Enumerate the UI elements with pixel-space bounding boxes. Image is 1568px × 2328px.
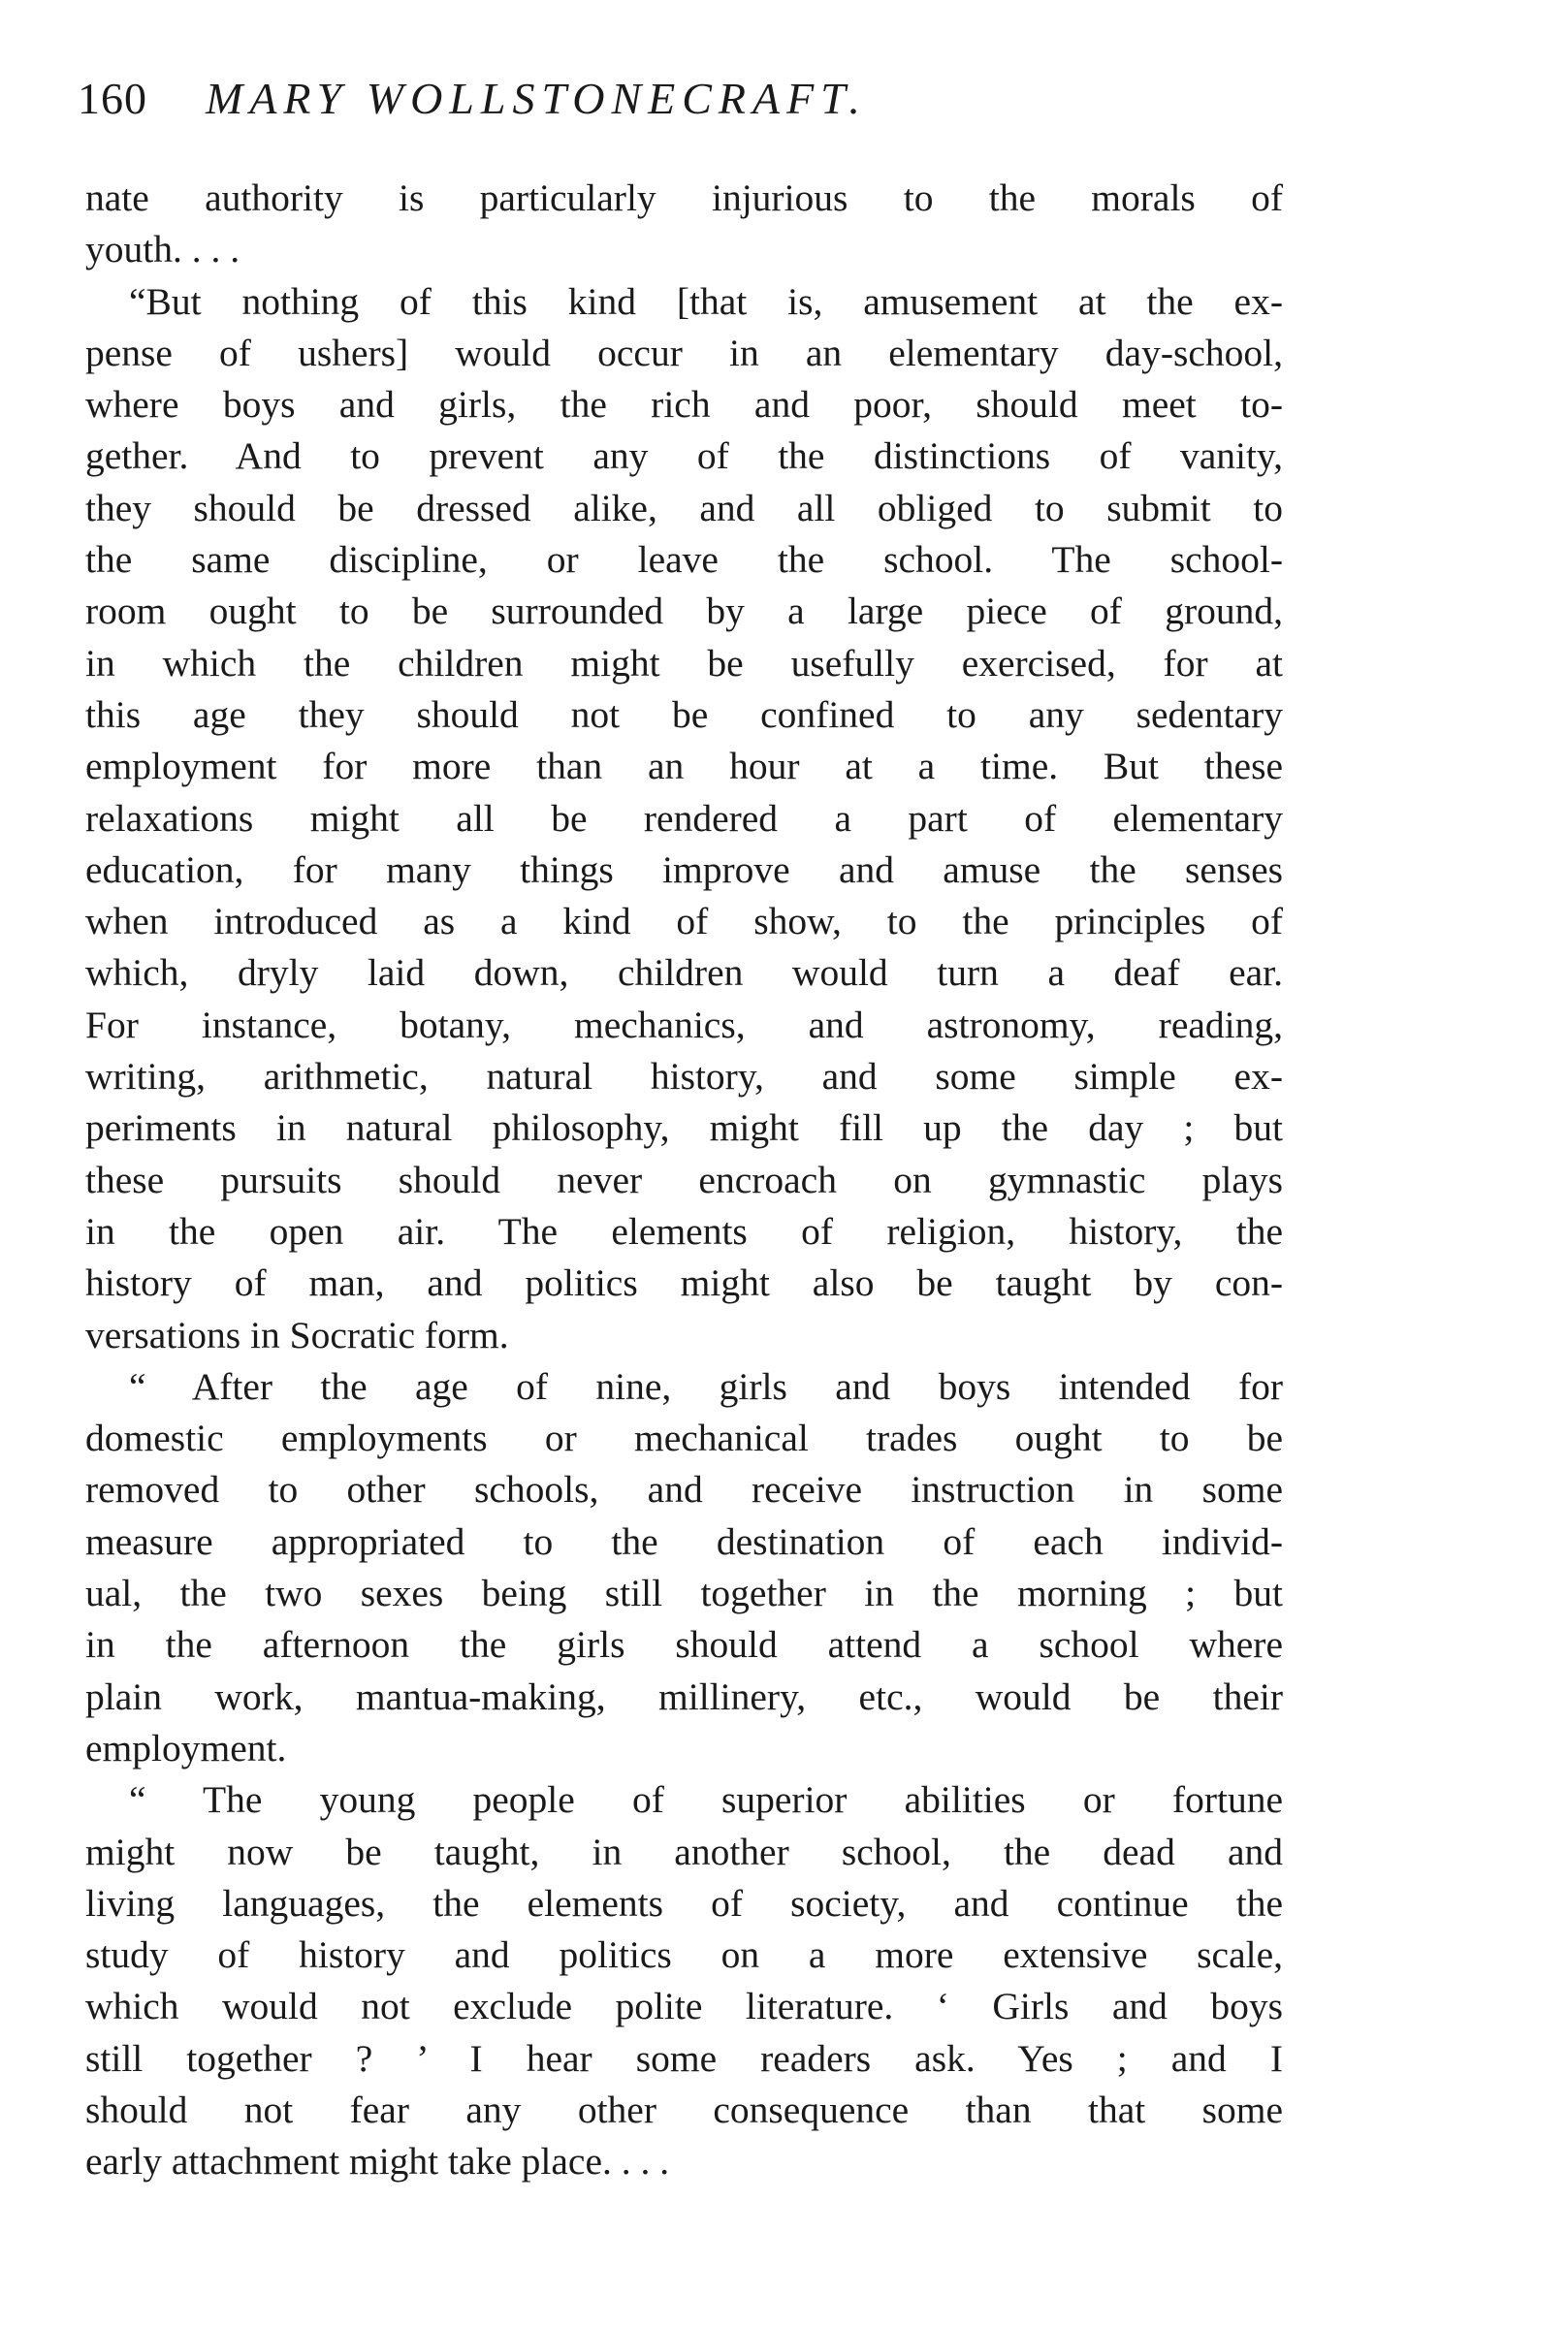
text-line: ual, the two sexes being still together in the morning ; but [85,1572,1283,1615]
text-line: nate authority is particularly injurious to the morals of [85,176,1283,219]
text-line: “ After the age of nine, girls and boys intended for [129,1364,1283,1408]
text-line: relaxations might all be rendered a part of elementary [85,796,1283,840]
text-line: where boys and girls, the rich and poor, should meet to- [85,383,1283,427]
text-line: in which the children might be usefully exercised, for at [85,641,1283,685]
text-line: in the open air. The elements of religion, history, the [85,1209,1283,1253]
text-line: versations in Socratic form. [85,1313,509,1356]
text-line: periments in natural philosophy, might fill up the day ; but [85,1106,1283,1150]
text-line: pense of ushers] would occur in an elementary day-school, [85,331,1283,374]
text-line: when introduced as a kind of show, to the principles of [85,900,1283,943]
running-header [78,60,1280,138]
text-line: living languages, the elements of society, and continue the [85,1881,1283,1925]
text-line: in the afternoon the girls should attend a school where [85,1623,1283,1667]
text-line: writing, arithmetic, natural history, and some simple ex- [85,1055,1283,1099]
text-line: For instance, botany, mechanics, and astronomy, reading, [85,1003,1283,1046]
text-line: gether. And to prevent any of the distinctions of vanity, [85,434,1283,478]
text-line: history of man, and politics might also be taught by con- [85,1261,1283,1305]
text-line: “But nothing of this kind [that is, amusement at the ex- [129,279,1283,323]
text-line: these pursuits should never encroach on gymnastic plays [85,1158,1283,1201]
text-line: room ought to be surrounded by a large piece of ground, [85,590,1283,633]
text-line: measure appropriated to the destination of each individ- [85,1519,1283,1563]
text-line: domestic employments or mechanical trades ought to be [85,1417,1283,1460]
text-line: might now be taught, in another school, the dead and [85,1830,1283,1873]
text-line: which, dryly laid down, children would turn a deaf ear. [85,951,1283,995]
body-text [85,173,1283,2188]
text-line: early attachment might take place. . . . [85,2140,670,2184]
text-line: plain work, mantua-making, millinery, etc., would be their [85,1674,1283,1718]
text-line: which would not exclude polite literature. ‘ Girls and boys [85,1985,1283,2028]
text-line: should not fear any other consequence than that some [85,2088,1283,2131]
text-line: this age they should not be confined to any sedentary [85,692,1283,736]
text-line: employment for more than an hour at a time. But these [85,745,1283,788]
text-line: study of history and politics on a more extensive scale, [85,1933,1283,1977]
text-line: they should be dressed alike, and all obliged to submit to [85,486,1283,529]
text-line: the same discipline, or leave the school. The school- [85,538,1283,582]
text-line: youth. . . . [85,228,240,271]
text-line: employment. [85,1726,287,1770]
page-number: 160 [78,74,147,123]
text-line: removed to other schools, and receive instruction in some [85,1468,1283,1512]
text-line: still together ? ’ I hear some readers ask. Yes ; and I [85,2036,1283,2080]
text-line: “ The young people of superior abilities or fortune [129,1778,1283,1822]
text-line: education, for many things improve and amuse the senses [85,847,1283,891]
running-title: MARY WOLLSTONECRAFT. [206,74,867,123]
